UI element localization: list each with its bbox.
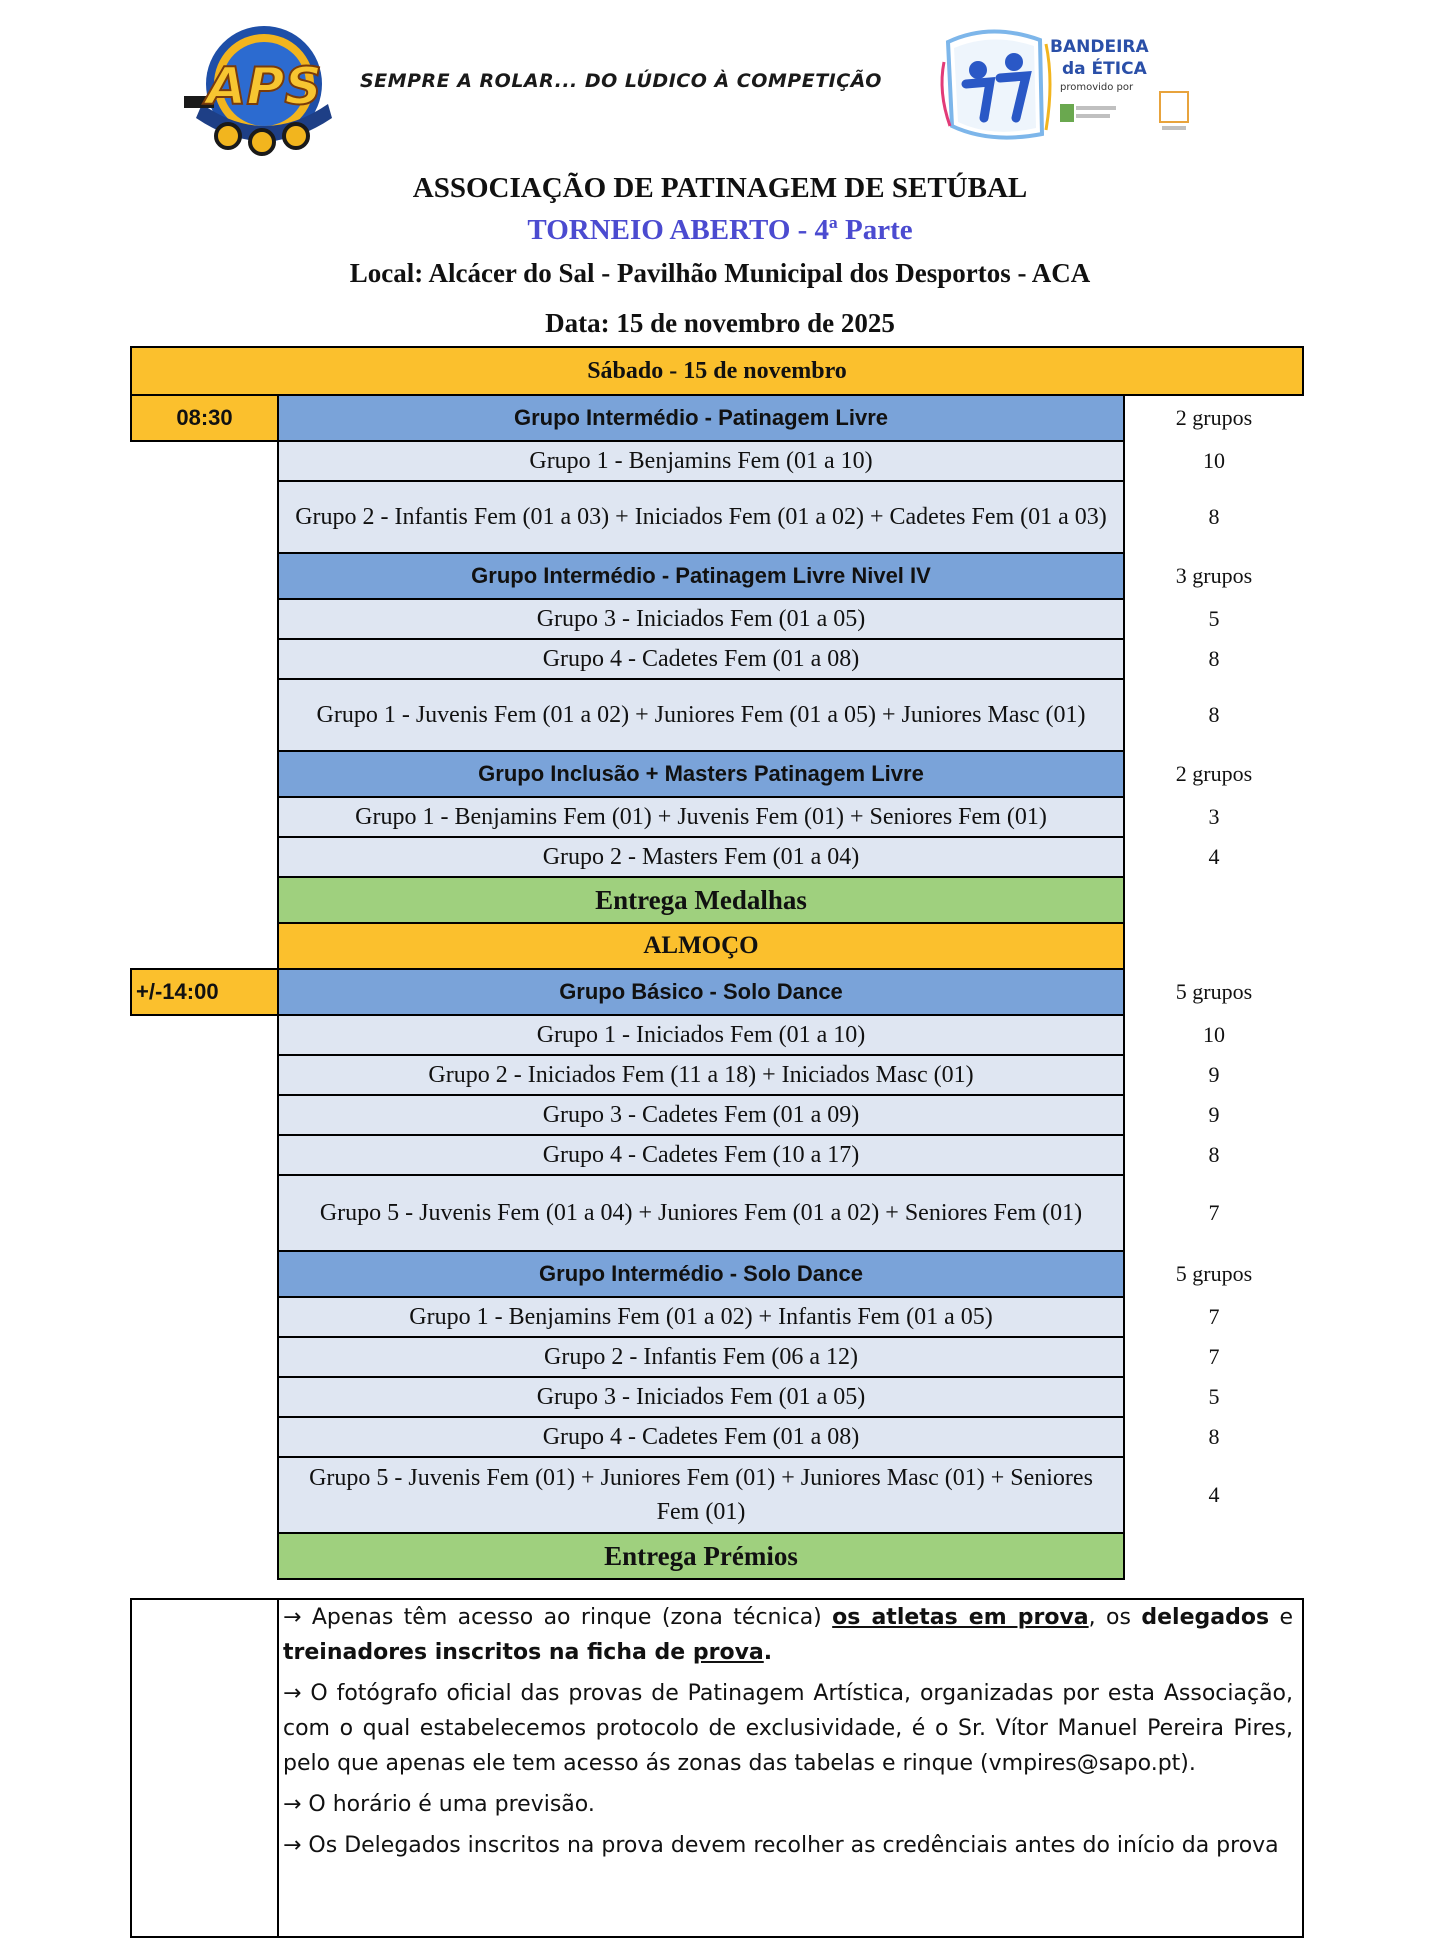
group-count: 7 [1208, 1200, 1220, 1225]
section-header-4: Grupo Básico - Solo Dance [277, 968, 1125, 1016]
prizes-ceremony-row: Entrega Prémios [277, 1532, 1125, 1580]
group-row: Grupo 3 - Iniciados Fem (01 a 05) [277, 1376, 1125, 1418]
group-count: 8 [1208, 702, 1220, 727]
section-header-1: Grupo Intermédio - Patinagem Livre [277, 394, 1125, 442]
note-credentials: → Os Delegados inscritos na prova devem recolher as credênciais antes do início da prova [283, 1833, 1279, 1858]
group-count: 4 [1208, 1482, 1220, 1507]
group-count: 8 [1208, 1142, 1220, 1167]
note-access: → Apenas têm acesso ao rinque (zona técnica) os atletas em prova, os delegados e treinadores inscritos na ficha de prova. [283, 1605, 1293, 1665]
time-morning: 08:30 [130, 394, 279, 442]
ethics-logo-line3: promovido por [1060, 82, 1134, 93]
group-count: 10 [1203, 1022, 1225, 1047]
notes-divider [277, 1598, 279, 1938]
group-row: Grupo 1 - Benjamins Fem (01) + Juvenis Fem (01) + Seniores Fem (01) [277, 796, 1125, 838]
group-count: 5 [1208, 1384, 1220, 1409]
note-schedule-estimate: → O horário é uma previsão. [283, 1792, 595, 1817]
section-count-1: 2 grupos [1175, 405, 1253, 430]
group-row: Grupo 2 - Infantis Fem (01 a 03) + Iniciados Fem (01 a 02) + Cadetes Fem (01 a 03) [277, 480, 1125, 554]
ethics-logo-line2: da ÉTICA [1062, 59, 1147, 79]
section-count-5: 5 grupos [1175, 1261, 1253, 1286]
group-row: Grupo 2 - Iniciados Fem (11 a 18) + Iniciados Masc (01) [277, 1054, 1125, 1096]
group-count: 7 [1208, 1304, 1220, 1329]
time-afternoon: +/-14:00 [130, 968, 279, 1016]
section-header-5: Grupo Intermédio - Solo Dance [277, 1250, 1125, 1298]
group-row: Grupo 1 - Juvenis Fem (01 a 02) + Juniores Fem (01 a 05) + Juniores Masc (01) [277, 678, 1125, 752]
group-row: Grupo 2 - Masters Fem (01 a 04) [277, 836, 1125, 878]
ethics-flag-logo [930, 22, 1200, 148]
aps-logo [182, 18, 342, 160]
group-count: 8 [1208, 646, 1220, 671]
date-line: Data: 15 de novembro de 2025 [545, 308, 895, 338]
note-photographer: → O fotógrafo oficial das provas de Patinagem Artística, organizadas por esta Associação, com o qual estabelecemos protocolo de exclusividade, é o Sr. Vítor Manuel Pereira Pires, pelo que apenas ele tem acesso ás zonas das tabelas e rinque (vmpires@sapo.pt). [283, 1681, 1293, 1776]
section-count-4: 5 grupos [1175, 979, 1253, 1004]
group-row: Grupo 5 - Juvenis Fem (01 a 04) + Juniores Fem (01 a 02) + Seniores Fem (01) [277, 1174, 1125, 1252]
group-row: Grupo 1 - Benjamins Fem (01 a 10) [277, 440, 1125, 482]
aps-logo-text: APS [206, 57, 322, 117]
day-header: Sábado - 15 de novembro [130, 346, 1304, 396]
group-row: Grupo 1 - Iniciados Fem (01 a 10) [277, 1014, 1125, 1056]
group-row: Grupo 3 - Cadetes Fem (01 a 09) [277, 1094, 1125, 1136]
slogan: SEMPRE A ROLAR... DO LÚDICO À COMPETIÇÃO [360, 70, 882, 92]
ethics-logo-line1: BANDEIRA [1050, 37, 1149, 57]
group-count: 5 [1208, 606, 1220, 631]
group-count: 4 [1208, 844, 1220, 869]
section-header-2: Grupo Intermédio - Patinagem Livre Nivel IV [277, 552, 1125, 600]
group-row: Grupo 2 - Infantis Fem (06 a 12) [277, 1336, 1125, 1378]
group-row: Grupo 4 - Cadetes Fem (10 a 17) [277, 1134, 1125, 1176]
medals-ceremony-row: Entrega Medalhas [277, 876, 1125, 924]
notes [283, 1600, 1293, 1869]
section-header-3: Grupo Inclusão + Masters Patinagem Livre [277, 750, 1125, 798]
event-title: TORNEIO ABERTO - 4ª Parte [527, 214, 913, 246]
group-row: Grupo 1 - Benjamins Fem (01 a 02) + Infantis Fem (01 a 05) [277, 1296, 1125, 1338]
group-count: 8 [1208, 504, 1220, 529]
group-count: 7 [1208, 1344, 1220, 1369]
group-count: 9 [1208, 1102, 1220, 1127]
organization-title: ASSOCIAÇÃO DE PATINAGEM DE SETÚBAL [412, 172, 1028, 204]
lunch-row: ALMOÇO [277, 922, 1125, 970]
group-row: Grupo 4 - Cadetes Fem (01 a 08) [277, 638, 1125, 680]
venue-line: Local: Alcácer do Sal - Pavilhão Municipal dos Desportos - ACA [349, 258, 1091, 288]
group-row: Grupo 3 - Iniciados Fem (01 a 05) [277, 598, 1125, 640]
group-count: 10 [1203, 448, 1225, 473]
section-count-3: 2 grupos [1175, 761, 1253, 786]
section-count-2: 3 grupos [1175, 563, 1253, 588]
group-row: Grupo 5 - Juvenis Fem (01) + Juniores Fem (01) + Juniores Masc (01) + Seniores Fem (01) [277, 1456, 1125, 1534]
group-count: 9 [1208, 1062, 1220, 1087]
group-count: 8 [1208, 1424, 1220, 1449]
group-row: Grupo 4 - Cadetes Fem (01 a 08) [277, 1416, 1125, 1458]
group-count: 3 [1208, 804, 1220, 829]
